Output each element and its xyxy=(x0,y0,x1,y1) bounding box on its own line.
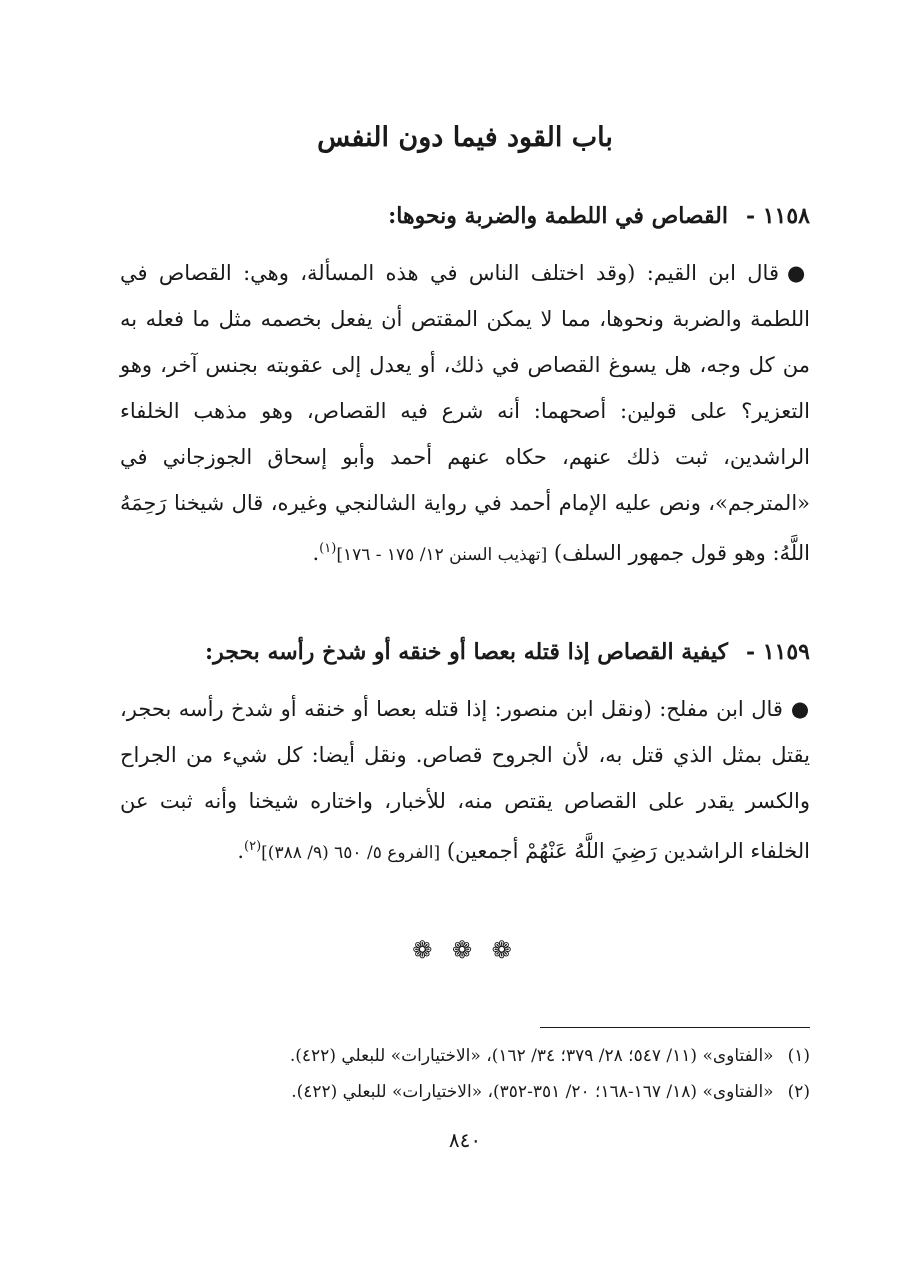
bullet-icon: ● xyxy=(790,697,810,721)
section-paragraph-1159 xyxy=(120,686,810,876)
footnote-number: (١) xyxy=(787,1046,810,1066)
footnote-1 xyxy=(120,1042,810,1070)
footnote-text: «الفتاوى» (١٨/ ١٦٧-١٦٨؛ ٢٠/ ٣٥١-٣٥٢)، «الاختيارات» للبعلي (٤٢٢). xyxy=(291,1082,774,1102)
section-title: كيفية القصاص إذا قتله بعصا أو خنقه أو شدخ رأسه بحجر: xyxy=(205,639,728,665)
section-heading-1158 xyxy=(120,196,810,236)
section-paragraph-1158 xyxy=(120,250,810,578)
footnote-ref: (٢) xyxy=(244,839,262,854)
section-title: القصاص في اللطمة والضربة ونحوها: xyxy=(388,203,728,229)
section-divider-ornament: ❁ ❁ ❁ xyxy=(412,936,518,964)
paragraph-text: قال ابن القيم: (وقد اختلف الناس في هذه المسألة، وهي: القصاص في اللطمة والضربة ونحوها، مما لا يمكن المقتص أن يفعل بخصمه مثل ما فعله به من كل وجه، هل يسوغ القصاص في ذلك، أو يعدل إلى عقوبته بجنس آخر، وهو التعزير؟ على قولين: أصحهما: أنه شرع فيه القصاص، وهو مذهب الخلفاء الراشدين، ثبت ذلك عنهم، حكاه عنهم أحمد وأبو إسحاق الجوزجاني في «المترجم»، ونص عليه الإمام أحمد في رواية الشالنجي وغيره، قال شيخنا رَحِمَهُ اللَّهُ: وهو قول جمهور السلف) xyxy=(120,261,810,565)
section-heading-1159 xyxy=(120,632,810,672)
paragraph-text: قال ابن مفلح: (ونقل ابن منصور: إذا قتله بعصا أو خنقه أو شدخ رأسه بحجر، يقتل بمثل الذي قتل به، لأن الجروح قصاص. ونقل أيضا: كل شيء من الجراح والكسر يقدر على القصاص يقتص منه، للأخبار، واختاره شيخنا وأنه ثبت عن الخلفاء الراشدين رَضِيَ اللَّهُ عَنْهُمْ أجمعين) xyxy=(120,697,810,863)
footnote-separator xyxy=(540,1027,810,1028)
footnote-ref: (١) xyxy=(319,541,337,556)
section-number: ١١٥٨ - xyxy=(745,203,810,229)
section-number: ١١٥٩ - xyxy=(745,639,810,665)
footnote-text: «الفتاوى» (١١/ ٥٤٧؛ ٢٨/ ٣٧٩؛ ٣٤/ ١٦٢)، «الاختيارات» للبعلي (٤٢٢). xyxy=(289,1046,774,1066)
source-citation: [تهذيب السنن ١٢/ ١٧٥ - ١٧٦] xyxy=(336,545,548,565)
chapter-title: باب القود فيما دون النفس xyxy=(317,122,613,153)
footnote-2 xyxy=(120,1078,810,1106)
footnote-number: (٢) xyxy=(787,1082,810,1102)
source-citation: [الفروع ٥/ ٦٥٠ (٩/ ٣٨٨)] xyxy=(261,843,441,863)
page-number: ٨٤٠ xyxy=(448,1128,482,1152)
sentence-end: . xyxy=(237,839,245,863)
sentence-end: . xyxy=(312,541,320,565)
bullet-icon: ● xyxy=(787,261,810,285)
document-page xyxy=(120,0,810,1271)
